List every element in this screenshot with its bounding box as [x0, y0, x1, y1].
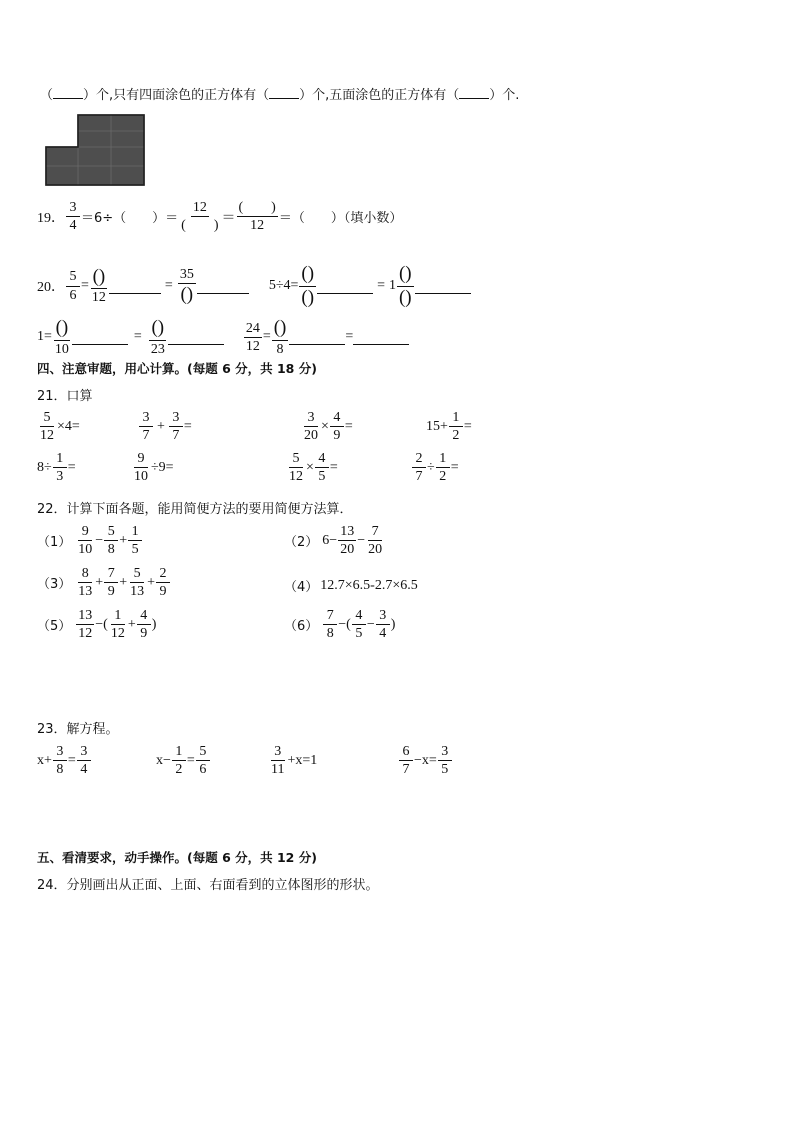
question-18-continuation: （ ）个,只有四面涂色的正方体有（ ）个,五面涂色的正方体有（ ）个.: [40, 88, 520, 103]
mental-calc-h: $\frac{2}{7}$ ÷ $\frac{1}{2}$ =: [411, 451, 459, 484]
question-23-title: 23．解方程。: [37, 722, 119, 737]
mental-calc-g: $\frac{5}{12}$ × $\frac{4}{5}$ =: [289, 451, 338, 485]
fraction: $\frac{5}{6}$: [66, 269, 80, 302]
answer-blank[interactable]: [317, 293, 373, 294]
mental-calc-f: $\frac{9}{10}$ ÷9=: [134, 451, 174, 485]
answer-blank[interactable]: [53, 98, 83, 99]
answer-blank[interactable]: [72, 344, 128, 345]
mental-calc-e: 8÷ $\frac{1}{3}$ =: [37, 451, 76, 485]
answer-blank[interactable]: [289, 344, 345, 345]
fraction: $\frac{()}{()}$: [398, 263, 412, 308]
mental-calc-a: $\frac{5}{12}$ ×4=: [40, 410, 80, 444]
question-20-row-2: 1= $\frac{()}{10}$ = $\frac{()}{23}$ $\frac{24}{12}$ = $\frac{()}{8}$ =: [37, 318, 409, 357]
calc-1: （1） $\frac{9}{10}$ − $\frac{5}{8}$ + $\frac{1}{5}$: [37, 524, 143, 557]
equation-b: x− $\frac{1}{2}$ = $\frac{5}{6}$: [156, 744, 211, 777]
mental-calc-d: 15+ $\frac{1}{2}$ =: [426, 410, 472, 444]
section-5-heading: 五、看清要求，动手操作。(每题 6 分，共 12 分): [37, 850, 317, 865]
question-24: 24．分别画出从正面、上面、右面看到的立体图形的形状。: [37, 878, 379, 893]
equation-a: x+ $\frac{3}{8}$ = $\frac{3}{4}$: [37, 744, 92, 777]
question-19: 19． $\frac{3}{4}$ ＝6÷（ ）＝ $\frac{12}{( )}$ ＝ $\frac{( )}{12}$ ＝（ ）（填小数）: [37, 200, 403, 234]
question-20-row-1: 20． $\frac{5}{6}$ = $\frac{()}{12}$ = $\frac{35}{()}$ 5÷4= $\frac{()}{()}$ = 1 $\frac{()}{()}$: [37, 264, 471, 308]
question-22-title: 22．计算下面各题，能用简便方法的要用简便方法算．: [37, 502, 353, 517]
fraction: $\frac{12}{( )}$: [181, 200, 219, 234]
fraction: $\frac{()}{12}$: [91, 265, 106, 306]
mental-calc-c: $\frac{3}{20}$ × $\frac{4}{9}$ =: [304, 410, 353, 444]
fraction: $\frac{3}{4}$: [66, 200, 80, 233]
fraction: $\frac{()}{23}$: [150, 317, 165, 357]
calc-2: （2） 6− $\frac{13}{20}$ − $\frac{7}{20}$: [284, 524, 383, 558]
fraction: $\frac{()}{()}$: [301, 263, 315, 308]
question-21-title: 21．口算: [37, 389, 93, 404]
section-4-heading: 四、注意审题，用心计算。(每题 6 分，共 18 分): [37, 361, 317, 376]
cube-stack-figure: [44, 113, 146, 187]
calc-5: （5） $\frac{13}{12}$ −( $\frac{1}{12}$ + $\frac{4}{9}$ ): [37, 608, 157, 642]
mental-calc-b: $\frac{3}{7}$ + $\frac{3}{7}$ =: [138, 410, 192, 443]
answer-blank[interactable]: [415, 293, 471, 294]
equation-c: $\frac{3}{11}$ +x=1: [271, 744, 318, 778]
answer-blank[interactable]: [459, 98, 489, 99]
fraction: $\frac{( )}{12}$: [238, 200, 276, 234]
calc-3: （3） $\frac{8}{13}$ + $\frac{7}{9}$ + $\frac{5}{13}$ + $\frac{2}{9}$: [37, 566, 171, 599]
answer-blank[interactable]: [353, 344, 409, 345]
calc-4: （4） 12.7×6.5-2.7×6.5: [284, 577, 418, 595]
answer-blank[interactable]: [269, 98, 299, 99]
fraction: $\frac{24}{12}$: [245, 320, 260, 354]
fraction: $\frac{()}{8}$: [273, 317, 287, 357]
answer-blank[interactable]: [197, 293, 249, 294]
fraction: $\frac{35}{()}$: [179, 266, 194, 305]
equation-d: $\frac{6}{7}$ −x= $\frac{3}{5}$: [398, 744, 453, 777]
answer-blank[interactable]: [168, 344, 224, 345]
fraction: $\frac{()}{10}$: [54, 317, 69, 357]
calc-6: （6） $\frac{7}{8}$ −( $\frac{4}{5}$ − $\frac{3}{4}$ ): [284, 608, 396, 642]
answer-blank[interactable]: [109, 293, 161, 294]
